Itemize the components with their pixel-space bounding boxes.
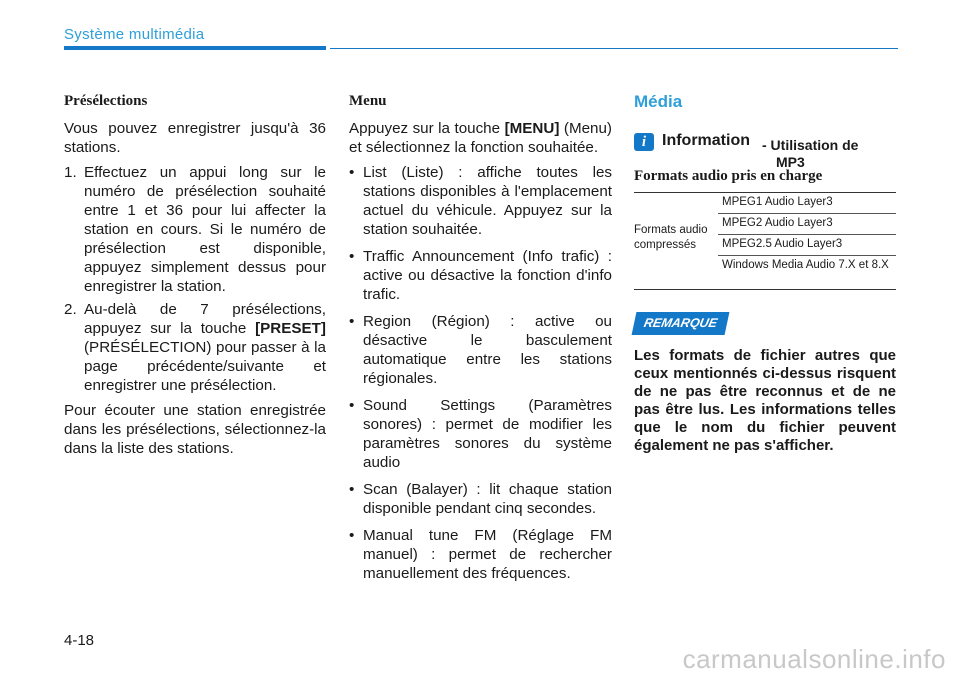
column-menu	[349, 92, 612, 591]
option-text: Sound Settings (Paramètres sonores) : permet de modifier les paramètres sonores du système audio	[363, 397, 612, 471]
info-block	[634, 129, 896, 170]
presets-steps	[64, 163, 326, 395]
watermark: carmanualsonline.info	[682, 644, 946, 674]
bullet-icon: •	[349, 248, 355, 265]
bullet-icon: •	[349, 481, 355, 498]
info-subtitle-2: MP3	[776, 154, 805, 170]
info-subtitle: - Utilisation de	[762, 137, 859, 153]
section-title: Système multimédia	[64, 26, 205, 43]
list-item	[349, 526, 612, 583]
presets-intro: Vous pouvez enregistrer jusqu'à 36 stations.	[64, 120, 326, 156]
info-icon: i	[634, 133, 654, 151]
menu-intro-text: Appuyez sur la touche	[349, 120, 505, 137]
table-row: MPEG1 Audio Layer3	[718, 193, 896, 214]
menu-key: [MENU]	[504, 120, 560, 137]
table-cells	[718, 193, 896, 276]
step-text: Au-delà de 7 présélections, appuyez sur la touche	[84, 301, 326, 337]
formats-table	[634, 192, 896, 290]
preset-key: [PRESET]	[255, 320, 326, 337]
bullet-icon: •	[349, 527, 355, 544]
menu-heading: Menu	[349, 93, 387, 109]
column-presets	[64, 92, 326, 464]
presets-outro: Pour écouter une station enregistrée dans les présélections, sélectionnez-la dans la liste des stations.	[64, 402, 326, 457]
table-row: Windows Media Audio 7.X et 8.X	[722, 259, 889, 271]
media-title: Média	[634, 92, 683, 111]
remarque-badge: REMARQUE	[632, 312, 730, 335]
menu-intro	[349, 119, 612, 157]
remarque-note: Les formats de fichier autres que ceux mentionnés ci-dessus risquent de ne pas être reconnus et de ne pas être lus. Les informations telles que le nom du fichier peuvent également ne pas s'afficher.	[634, 347, 896, 454]
header-rule-thick	[64, 46, 326, 50]
menu-intro-cont: (Menu) et sélectionnez la fonction souhaitée.	[349, 120, 612, 156]
column-media	[634, 92, 896, 461]
list-item	[349, 480, 612, 518]
step-number: 2.	[64, 301, 77, 318]
menu-options	[349, 163, 612, 583]
step-number: 1.	[64, 164, 77, 181]
list-item	[349, 163, 612, 239]
table-row: MPEG2.5 Audio Layer3	[718, 235, 896, 256]
presets-heading: Présélections	[64, 93, 148, 109]
table-label: Formats audio compressés	[634, 224, 708, 251]
step-text: Effectuez un appui long sur le numéro de présélection souhaité entre 1 et 36 pour lui affecter la station en cours. Si le numéro de présélection est disponible, appuyez simplement dessus pour enregistrer la station.	[84, 164, 326, 295]
bullet-icon: •	[349, 397, 355, 414]
option-text: Region (Région) : active ou désactive le basculement automatique entre les stations régionales.	[363, 313, 612, 387]
info-label: Information	[662, 132, 750, 149]
page-number: 4-18	[64, 632, 95, 649]
option-text: Traffic Announcement (Info trafic) : active ou désactive la fonction d'info trafic.	[363, 248, 612, 303]
option-text: List (Liste) : affiche toutes les stations disponibles à l'emplacement actuel du véhicule. Appuyez sur la station souhaitée.	[363, 164, 612, 238]
option-text: Scan (Balayer) : lit chaque station disponible pendant cinq secondes.	[363, 481, 612, 517]
formats-heading: Formats audio pris en charge	[634, 168, 823, 184]
list-item	[64, 163, 326, 296]
bullet-icon: •	[349, 164, 355, 181]
header-rule-thin	[330, 48, 898, 49]
list-item	[349, 396, 612, 472]
option-text: Manual tune FM (Réglage FM manuel) : permet de rechercher manuellement des fréquences.	[363, 527, 612, 582]
list-item	[349, 312, 612, 388]
list-item	[349, 247, 612, 304]
step-text-cont: (PRÉSÉLECTION) pour passer à la page précédente/suivante et enregistrer une présélection.	[84, 339, 326, 394]
bullet-icon: •	[349, 313, 355, 330]
table-row: MPEG2 Audio Layer3	[718, 214, 896, 235]
list-item	[64, 300, 326, 395]
